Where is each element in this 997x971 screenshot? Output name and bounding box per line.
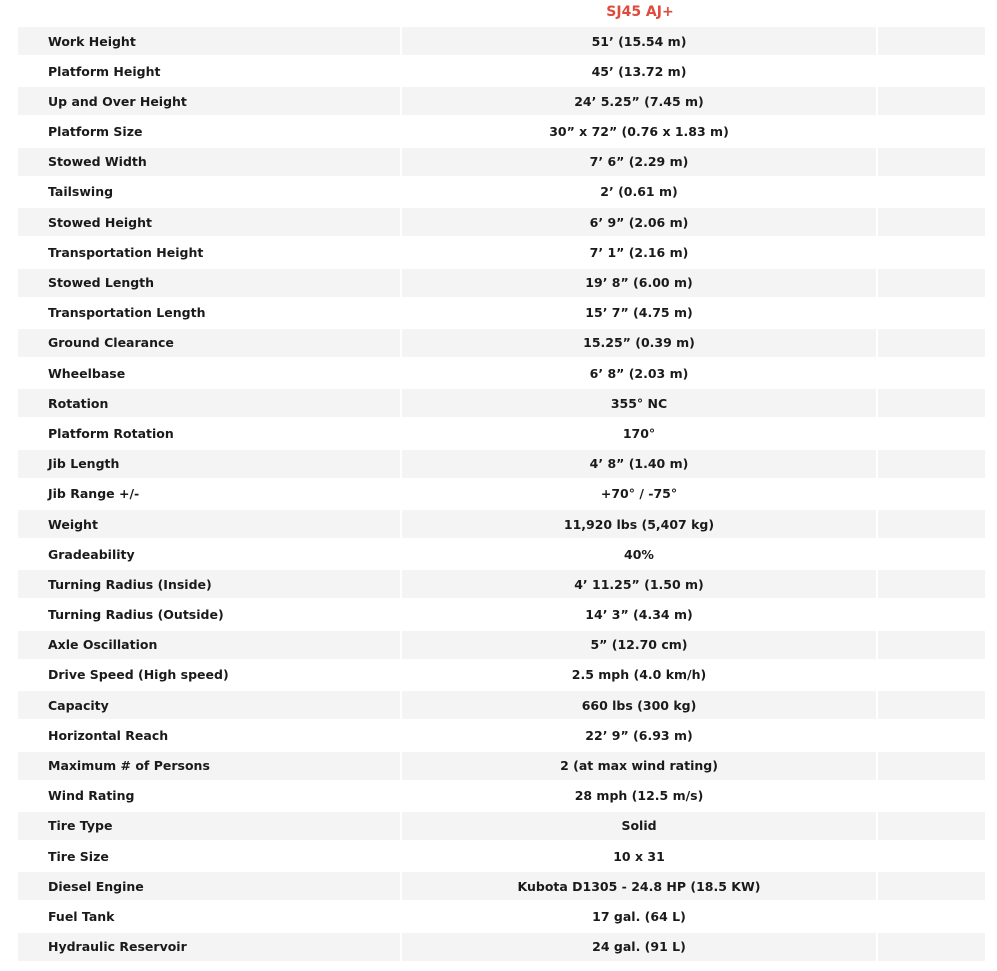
spec-empty-cell: [878, 208, 985, 236]
spec-empty-cell: [878, 178, 985, 206]
spec-label: Transportation Height: [48, 244, 204, 260]
spec-empty-cell: [878, 933, 985, 961]
spec-table: [18, 27, 985, 963]
spec-label: Work Height: [18, 27, 400, 55]
spec-empty-cell: [878, 450, 985, 478]
spec-label: Diesel Engine: [18, 872, 400, 900]
spec-value: 51’ (15.54 m): [402, 27, 876, 55]
spec-empty-cell: [878, 721, 985, 749]
spec-label: Transportation Length: [48, 305, 206, 321]
spec-row: [18, 57, 985, 87]
spec-label: Stowed Length: [18, 269, 400, 297]
spec-row: [18, 299, 985, 329]
spec-empty-cell: [878, 782, 985, 810]
spec-empty-cell: [878, 872, 985, 900]
spec-value: Kubota D1305 - 24.8 HP (18.5 KW): [402, 872, 876, 900]
spec-value: 7’ 6” (2.29 m): [402, 148, 876, 176]
spec-empty-cell: [878, 631, 985, 659]
spec-empty-cell: [878, 299, 985, 327]
spec-row: [18, 661, 985, 691]
spec-row: [18, 178, 985, 208]
spec-value: 15.25” (0.39 m): [402, 329, 876, 357]
spec-value: 24 gal. (91 L): [402, 933, 876, 961]
spec-empty-cell: [878, 329, 985, 357]
spec-row: [18, 480, 985, 510]
spec-label: Platform Height: [48, 63, 161, 79]
spec-label: Ground Clearance: [18, 329, 400, 357]
spec-row: [18, 389, 985, 419]
spec-empty-cell: [878, 57, 985, 85]
spec-value: 24’ 5.25” (7.45 m): [402, 87, 876, 115]
spec-value: 14’ 3” (4.34 m): [585, 607, 693, 623]
spec-value: 2.5 mph (4.0 km/h): [571, 667, 707, 683]
spec-empty-cell: [878, 661, 985, 689]
spec-row: [18, 752, 985, 782]
spec-row: [18, 842, 985, 872]
spec-row: [18, 872, 985, 902]
spec-row: [18, 721, 985, 751]
spec-label: Drive Speed (High speed): [48, 667, 229, 683]
spec-row: [18, 27, 985, 57]
spec-empty-cell: [878, 419, 985, 447]
spec-label: Up and Over Height: [18, 87, 400, 115]
spec-value: 15’ 7” (4.75 m): [585, 305, 693, 321]
spec-row: [18, 450, 985, 480]
spec-row: [18, 933, 985, 963]
spec-empty-cell: [878, 389, 985, 417]
spec-label: Wind Rating: [48, 788, 135, 804]
spec-empty-cell: [878, 601, 985, 629]
spec-row: [18, 238, 985, 268]
spec-empty-cell: [878, 902, 985, 930]
spec-empty-cell: [878, 238, 985, 266]
spec-value: 660 lbs (300 kg): [402, 691, 876, 719]
spec-empty-cell: [878, 269, 985, 297]
spec-row: [18, 601, 985, 631]
spec-row: [18, 419, 985, 449]
spec-value: +70° / -75°: [600, 486, 678, 502]
spec-value: 45’ (13.72 m): [591, 63, 687, 79]
spec-value: 355° NC: [402, 389, 876, 417]
spec-value: 170°: [622, 425, 656, 441]
spec-empty-cell: [878, 359, 985, 387]
spec-row: [18, 691, 985, 721]
spec-label: Platform Rotation: [48, 425, 174, 441]
spec-row: [18, 812, 985, 842]
spec-empty-cell: [878, 812, 985, 840]
spec-empty-cell: [878, 691, 985, 719]
spec-value: 4’ 8” (1.40 m): [402, 450, 876, 478]
spec-label: Hydraulic Reservoir: [18, 933, 400, 961]
spec-row: [18, 902, 985, 932]
spec-row: [18, 782, 985, 812]
spec-value: 40%: [624, 546, 654, 562]
spec-label: Horizontal Reach: [48, 727, 169, 743]
spec-empty-cell: [878, 752, 985, 780]
spec-row: [18, 631, 985, 661]
spec-label: Fuel Tank: [48, 908, 115, 924]
spec-label: Tire Size: [48, 848, 109, 864]
spec-value: 10 x 31: [613, 848, 665, 864]
spec-empty-cell: [878, 842, 985, 870]
spec-empty-cell: [878, 570, 985, 598]
spec-empty-cell: [878, 510, 985, 538]
spec-value: 6’ 9” (2.06 m): [402, 208, 876, 236]
spec-row: [18, 570, 985, 600]
spec-value: 2 (at max wind rating): [402, 752, 876, 780]
spec-row: [18, 118, 985, 148]
spec-empty-cell: [878, 480, 985, 508]
spec-label: Capacity: [18, 691, 400, 719]
spec-label: Stowed Width: [18, 148, 400, 176]
spec-label: Tire Type: [18, 812, 400, 840]
spec-row: [18, 208, 985, 238]
spec-label: Turning Radius (Inside): [18, 570, 400, 598]
spec-value: 11,920 lbs (5,407 kg): [402, 510, 876, 538]
spec-value: 6’ 8” (2.03 m): [589, 365, 689, 381]
spec-value: 30” x 72” (0.76 x 1.83 m): [549, 124, 729, 140]
spec-value: 28 mph (12.5 m/s): [574, 788, 704, 804]
spec-row: [18, 148, 985, 178]
spec-empty-cell: [878, 540, 985, 568]
spec-label: Weight: [18, 510, 400, 538]
spec-label: Jib Range +/-: [48, 486, 140, 502]
spec-row: [18, 540, 985, 570]
spec-label: Axle Oscillation: [18, 631, 400, 659]
spec-label: Wheelbase: [48, 365, 126, 381]
spec-label: Maximum # of Persons: [18, 752, 400, 780]
spec-value: Solid: [402, 812, 876, 840]
spec-label: Turning Radius (Outside): [48, 607, 224, 623]
spec-value: 7’ 1” (2.16 m): [589, 244, 689, 260]
spec-label: Rotation: [18, 389, 400, 417]
spec-label: Platform Size: [48, 124, 143, 140]
spec-label: Gradeability: [48, 546, 135, 562]
model-column-header: SJ45 AJ+: [606, 4, 674, 20]
spec-value: 4’ 11.25” (1.50 m): [402, 570, 876, 598]
spec-empty-cell: [878, 118, 985, 146]
spec-label: Jib Length: [18, 450, 400, 478]
spec-empty-cell: [878, 87, 985, 115]
spec-row: [18, 510, 985, 540]
spec-value: 5” (12.70 cm): [402, 631, 876, 659]
spec-row: [18, 359, 985, 389]
spec-empty-cell: [878, 148, 985, 176]
spec-row: [18, 329, 985, 359]
spec-value: 17 gal. (64 L): [592, 908, 686, 924]
spec-label: Tailswing: [48, 184, 114, 200]
spec-row: [18, 87, 985, 117]
spec-value: 19’ 8” (6.00 m): [402, 269, 876, 297]
spec-empty-cell: [878, 27, 985, 55]
spec-value: 22’ 9” (6.93 m): [585, 727, 693, 743]
spec-row: [18, 269, 985, 299]
spec-value: 2’ (0.61 m): [600, 184, 678, 200]
spec-label: Stowed Height: [18, 208, 400, 236]
